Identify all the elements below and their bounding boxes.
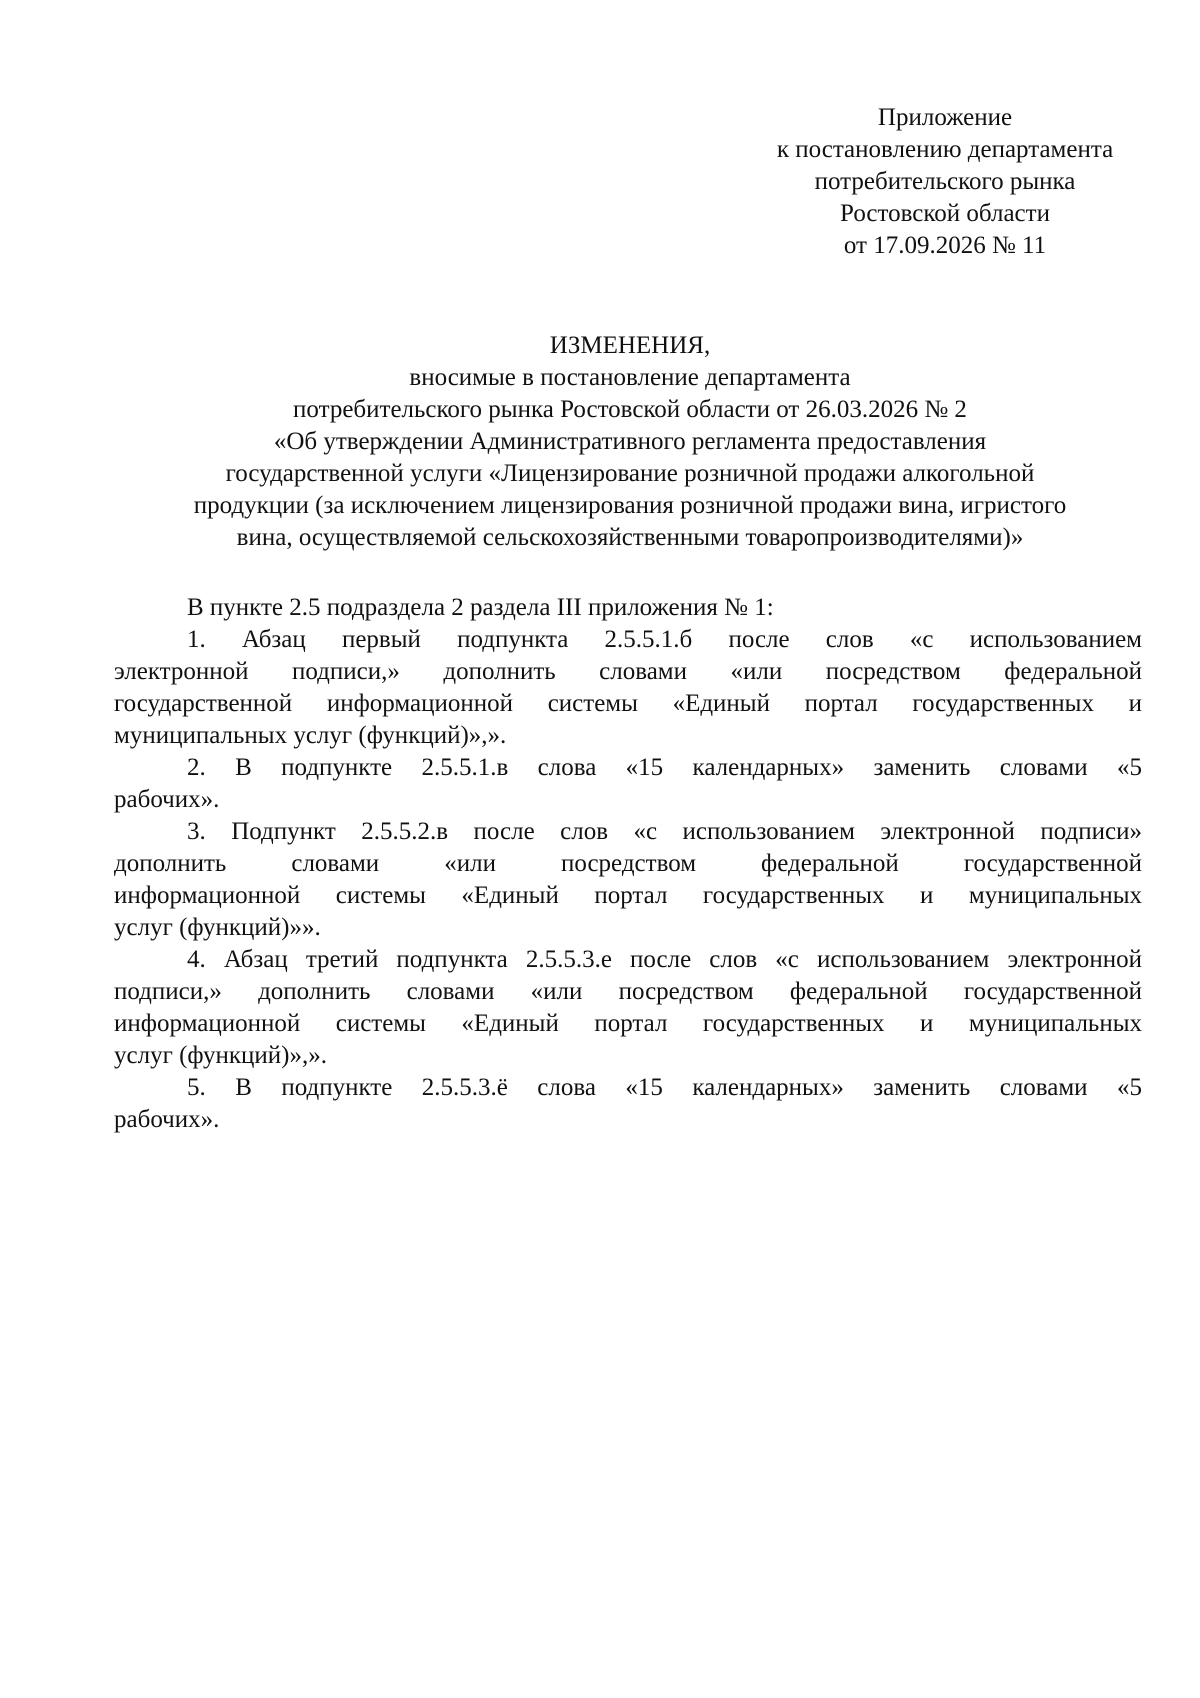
amendment-line: государственной информационной системы «Единый портал государственных и xyxy=(114,690,1142,717)
amendment-line: 2. В подпункте 2.5.5.1.в слова «15 календарных» заменить словами «5 xyxy=(187,754,1142,781)
amendment-line: дополнить словами «или посредством федеральной государственной xyxy=(114,850,1142,877)
amendment-line: рабочих». xyxy=(114,1106,220,1133)
amendment-line: 5. В подпункте 2.5.5.3.ё слова «15 календарных» заменить словами «5 xyxy=(187,1074,1142,1101)
appendix-label: Приложение xyxy=(877,104,1013,131)
amendment-line: рабочих». xyxy=(114,786,220,813)
amendment-item-2 xyxy=(114,752,1142,816)
amendment-item-5 xyxy=(114,1072,1142,1136)
amendment-line: 3. Подпункт 2.5.5.2.в после слов «с использованием электронной подписи» xyxy=(187,818,1142,845)
document-body xyxy=(114,592,1142,1136)
appendix-date-number: от 17.09.2026 № 11 xyxy=(843,232,1047,259)
title-line: «Об утверждении Административного регламента предоставления xyxy=(273,428,987,455)
amendment-item-3 xyxy=(114,816,1142,944)
appendix-header xyxy=(720,102,1170,262)
amendment-line: подписи,» дополнить словами «или посредством федеральной государственной xyxy=(114,978,1142,1005)
title-line: продукции (за исключением лицензирования розничной продажи вина, игристого xyxy=(193,492,1067,519)
appendix-region: Ростовской области xyxy=(840,200,1050,227)
appendix-reference: к постановлению департамента xyxy=(776,136,1114,163)
title-line: потребительского рынка Ростовской области от 26.03.2026 № 2 xyxy=(293,396,967,423)
amendment-line: электронной подписи,» дополнить словами «или посредством федеральной xyxy=(114,658,1142,685)
amendment-item-4 xyxy=(114,944,1142,1072)
amendment-line: 4. Абзац третий подпункта 2.5.5.3.е после слов «с использованием электронной xyxy=(187,946,1142,973)
amendment-line: услуг (функций)»,». xyxy=(114,1042,327,1069)
title-line: вносимые в постановление департамента xyxy=(409,364,851,391)
document-title xyxy=(110,330,1150,554)
appendix-department: потребительского рынка xyxy=(814,168,1076,195)
title-line: вина, осуществляемой сельскохозяйственными товаропроизводителями)» xyxy=(236,524,1024,551)
title-line: государственной услуги «Лицензирование розничной продажи алкогольной xyxy=(225,460,1035,487)
amendment-line: услуг (функций)»». xyxy=(114,914,321,941)
intro-paragraph: В пункте 2.5 подраздела 2 раздела III приложения № 1: xyxy=(187,594,774,621)
amendment-line: 1. Абзац первый подпункта 2.5.5.1.б после слов «с использованием xyxy=(187,626,1142,653)
amendment-item-1 xyxy=(114,624,1142,752)
title-heading: ИЗМЕНЕНИЯ, xyxy=(549,332,711,359)
amendment-line: информационной системы «Единый портал государственных и муниципальных xyxy=(114,1010,1142,1037)
amendment-line: муниципальных услуг (функций)»,». xyxy=(114,722,507,749)
amendment-line: информационной системы «Единый портал государственных и муниципальных xyxy=(114,882,1142,909)
